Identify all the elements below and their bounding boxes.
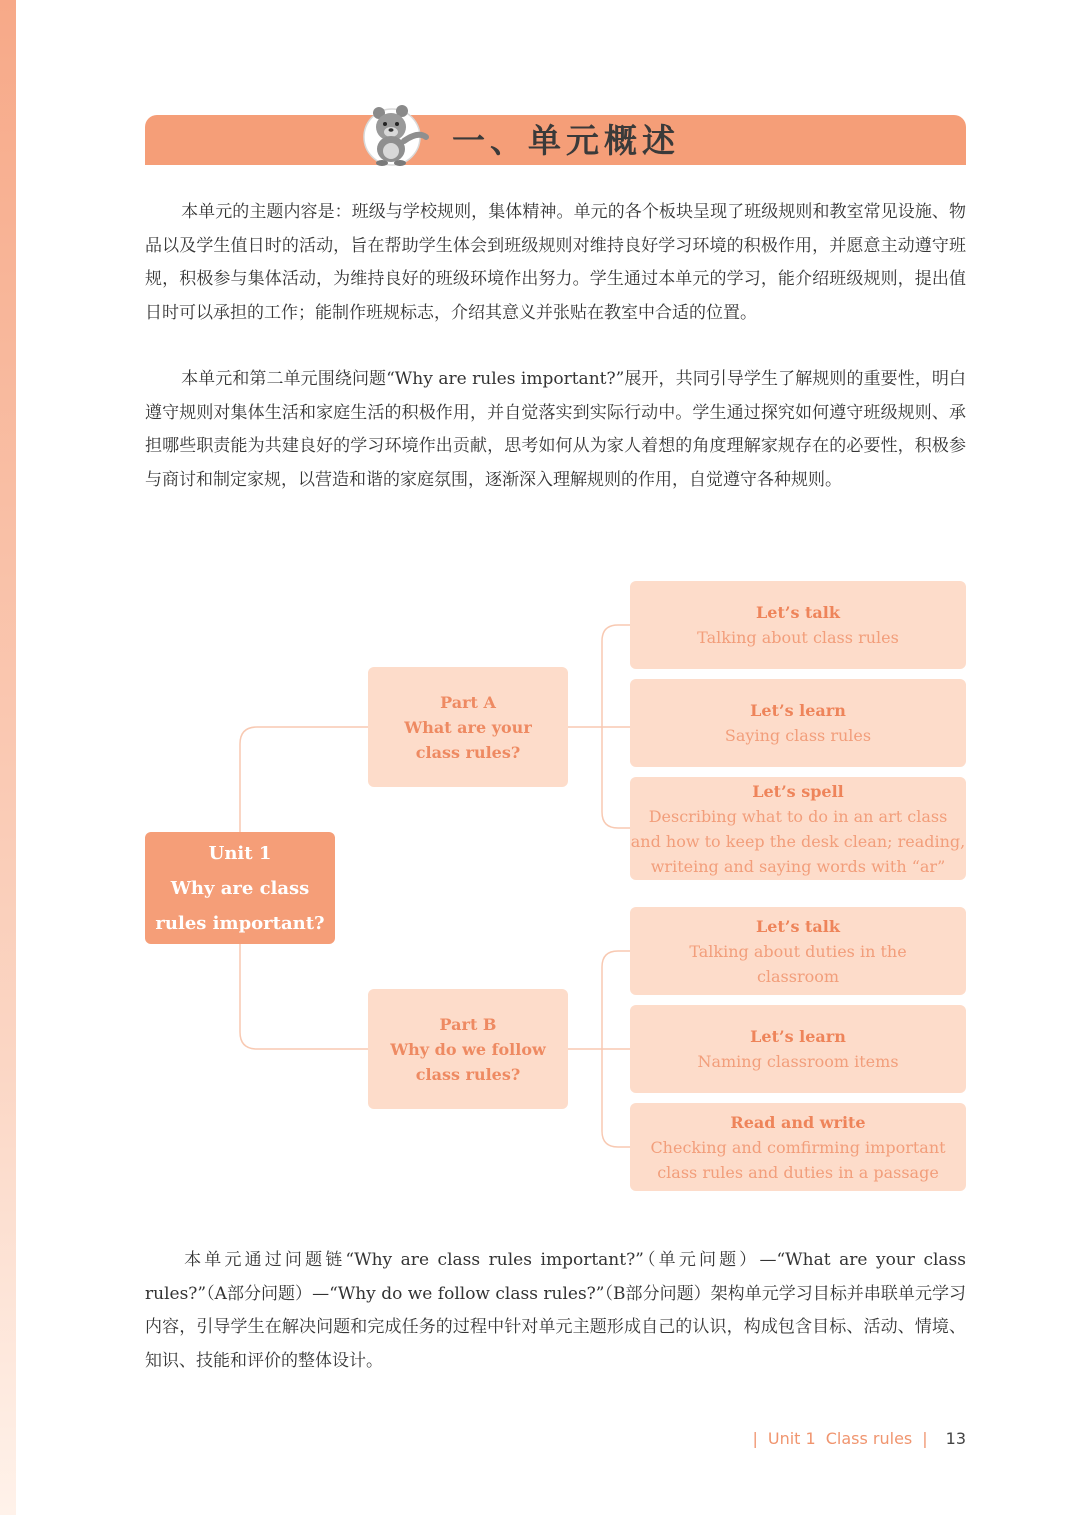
page-footer xyxy=(752,1428,966,1450)
connector-parta-items xyxy=(568,625,630,828)
parta-item-lets-learn xyxy=(630,679,966,767)
part-a-line: Part A xyxy=(440,692,496,712)
item-title: Read and write xyxy=(730,1112,866,1132)
item-desc: class rules and duties in a passage xyxy=(657,1162,939,1182)
paragraph-text: 本单元和第二单元围绕问题“Why are rules important?”展开，共同引导学生了解规则的重要性，明白遵守规则对集体生活和家庭生活的积极作用，并自觉落实到实际行动中。学生通过探究如何遵守班级规则、承担哪些职责能为共建良好的学习环境作出贡献，思考如何从为家人着想的角度理解家规存在的必要性，积极参与商讨和制定家规，以营造和谐的家庭氛围，逐渐深入理解规则的作用，自觉遵守各种规则。 xyxy=(145,369,966,490)
item-desc: Saying class rules xyxy=(724,726,872,745)
item-title: Let’s spell xyxy=(752,781,844,801)
item-title: Let’s talk xyxy=(756,603,840,622)
connector-root-partb xyxy=(240,944,368,1049)
part-a-line: What are your xyxy=(404,717,532,737)
parta-item-lets-talk xyxy=(630,581,966,669)
footer-title: Class rules xyxy=(825,1429,913,1448)
section-title: 一、单元概述 xyxy=(452,121,680,160)
item-title: Let’s learn xyxy=(750,1027,846,1046)
root-line: Why are class xyxy=(170,877,310,899)
connector-partb-items xyxy=(568,951,630,1147)
page-number: 13 xyxy=(945,1429,966,1448)
part-b-line: class rules? xyxy=(415,1064,521,1084)
paragraph-text: 本单元的主题内容是：班级与学校规则，集体精神。单元的各个板块呈现了班级规则和教室常见设施、物品以及学生值日时的活动，旨在帮助学生体会到班级规则对维持良好学习环境的积极作用，并愿意主动遵守班规，积极参与集体活动，为维持良好的班级环境作出努力。学生通过本单元的学习，能介绍班级规则，提出值日时可以承担的工作；能制作班规标志，介绍其意义并张贴在教室中合适的位置。 xyxy=(145,202,966,323)
connector-root-parta xyxy=(240,727,368,832)
summary-paragraph xyxy=(145,1244,966,1378)
part-b-line: Part B xyxy=(439,1014,497,1034)
diagram-part-b xyxy=(368,989,568,1109)
partb-item-read-and-write xyxy=(630,1103,966,1191)
partb-item-lets-learn xyxy=(630,1005,966,1093)
root-line: Unit 1 xyxy=(208,842,272,864)
parta-item-lets-spell xyxy=(630,777,966,880)
part-a-line: class rules? xyxy=(415,742,521,762)
item-desc: Checking and comfirming important xyxy=(650,1137,946,1157)
footer-divider: | xyxy=(922,1429,928,1448)
item-title: Let’s learn xyxy=(750,701,846,720)
root-line: rules important? xyxy=(155,912,325,934)
paragraph-text: 本单元通过问题链“Why are class rules important?”（单元问题）—“What are your class rules?”（A部分问题）—“Why do we follow class rules?”（B部分问题）架构单元学习目标并串联单元学习内容，引导学生在解决问题和完成任务的过程中针对单元主题形成自己的认识，构成包含目标、活动、情境、知识、技能和评价的整体设计。 xyxy=(145,1250,966,1371)
footer-unit: Unit 1 xyxy=(767,1429,816,1448)
diagram-part-a xyxy=(368,667,568,787)
item-desc: Naming classroom items xyxy=(697,1052,899,1071)
item-desc: and how to keep the desk clean; reading, xyxy=(630,831,966,851)
item-title: Let’s talk xyxy=(756,916,840,936)
item-desc: Describing what to do in an art class xyxy=(648,806,948,826)
item-desc: classroom xyxy=(756,966,840,986)
item-desc: Talking about class rules xyxy=(697,628,899,647)
part-b-line: Why do we follow xyxy=(390,1039,546,1059)
footer-divider: | xyxy=(752,1429,758,1448)
diagram-root-unit-question xyxy=(145,832,335,944)
partb-item-lets-talk xyxy=(630,907,966,995)
item-desc: writeing and saying words with “ar” xyxy=(650,856,946,876)
item-desc: Talking about duties in the xyxy=(689,941,907,961)
